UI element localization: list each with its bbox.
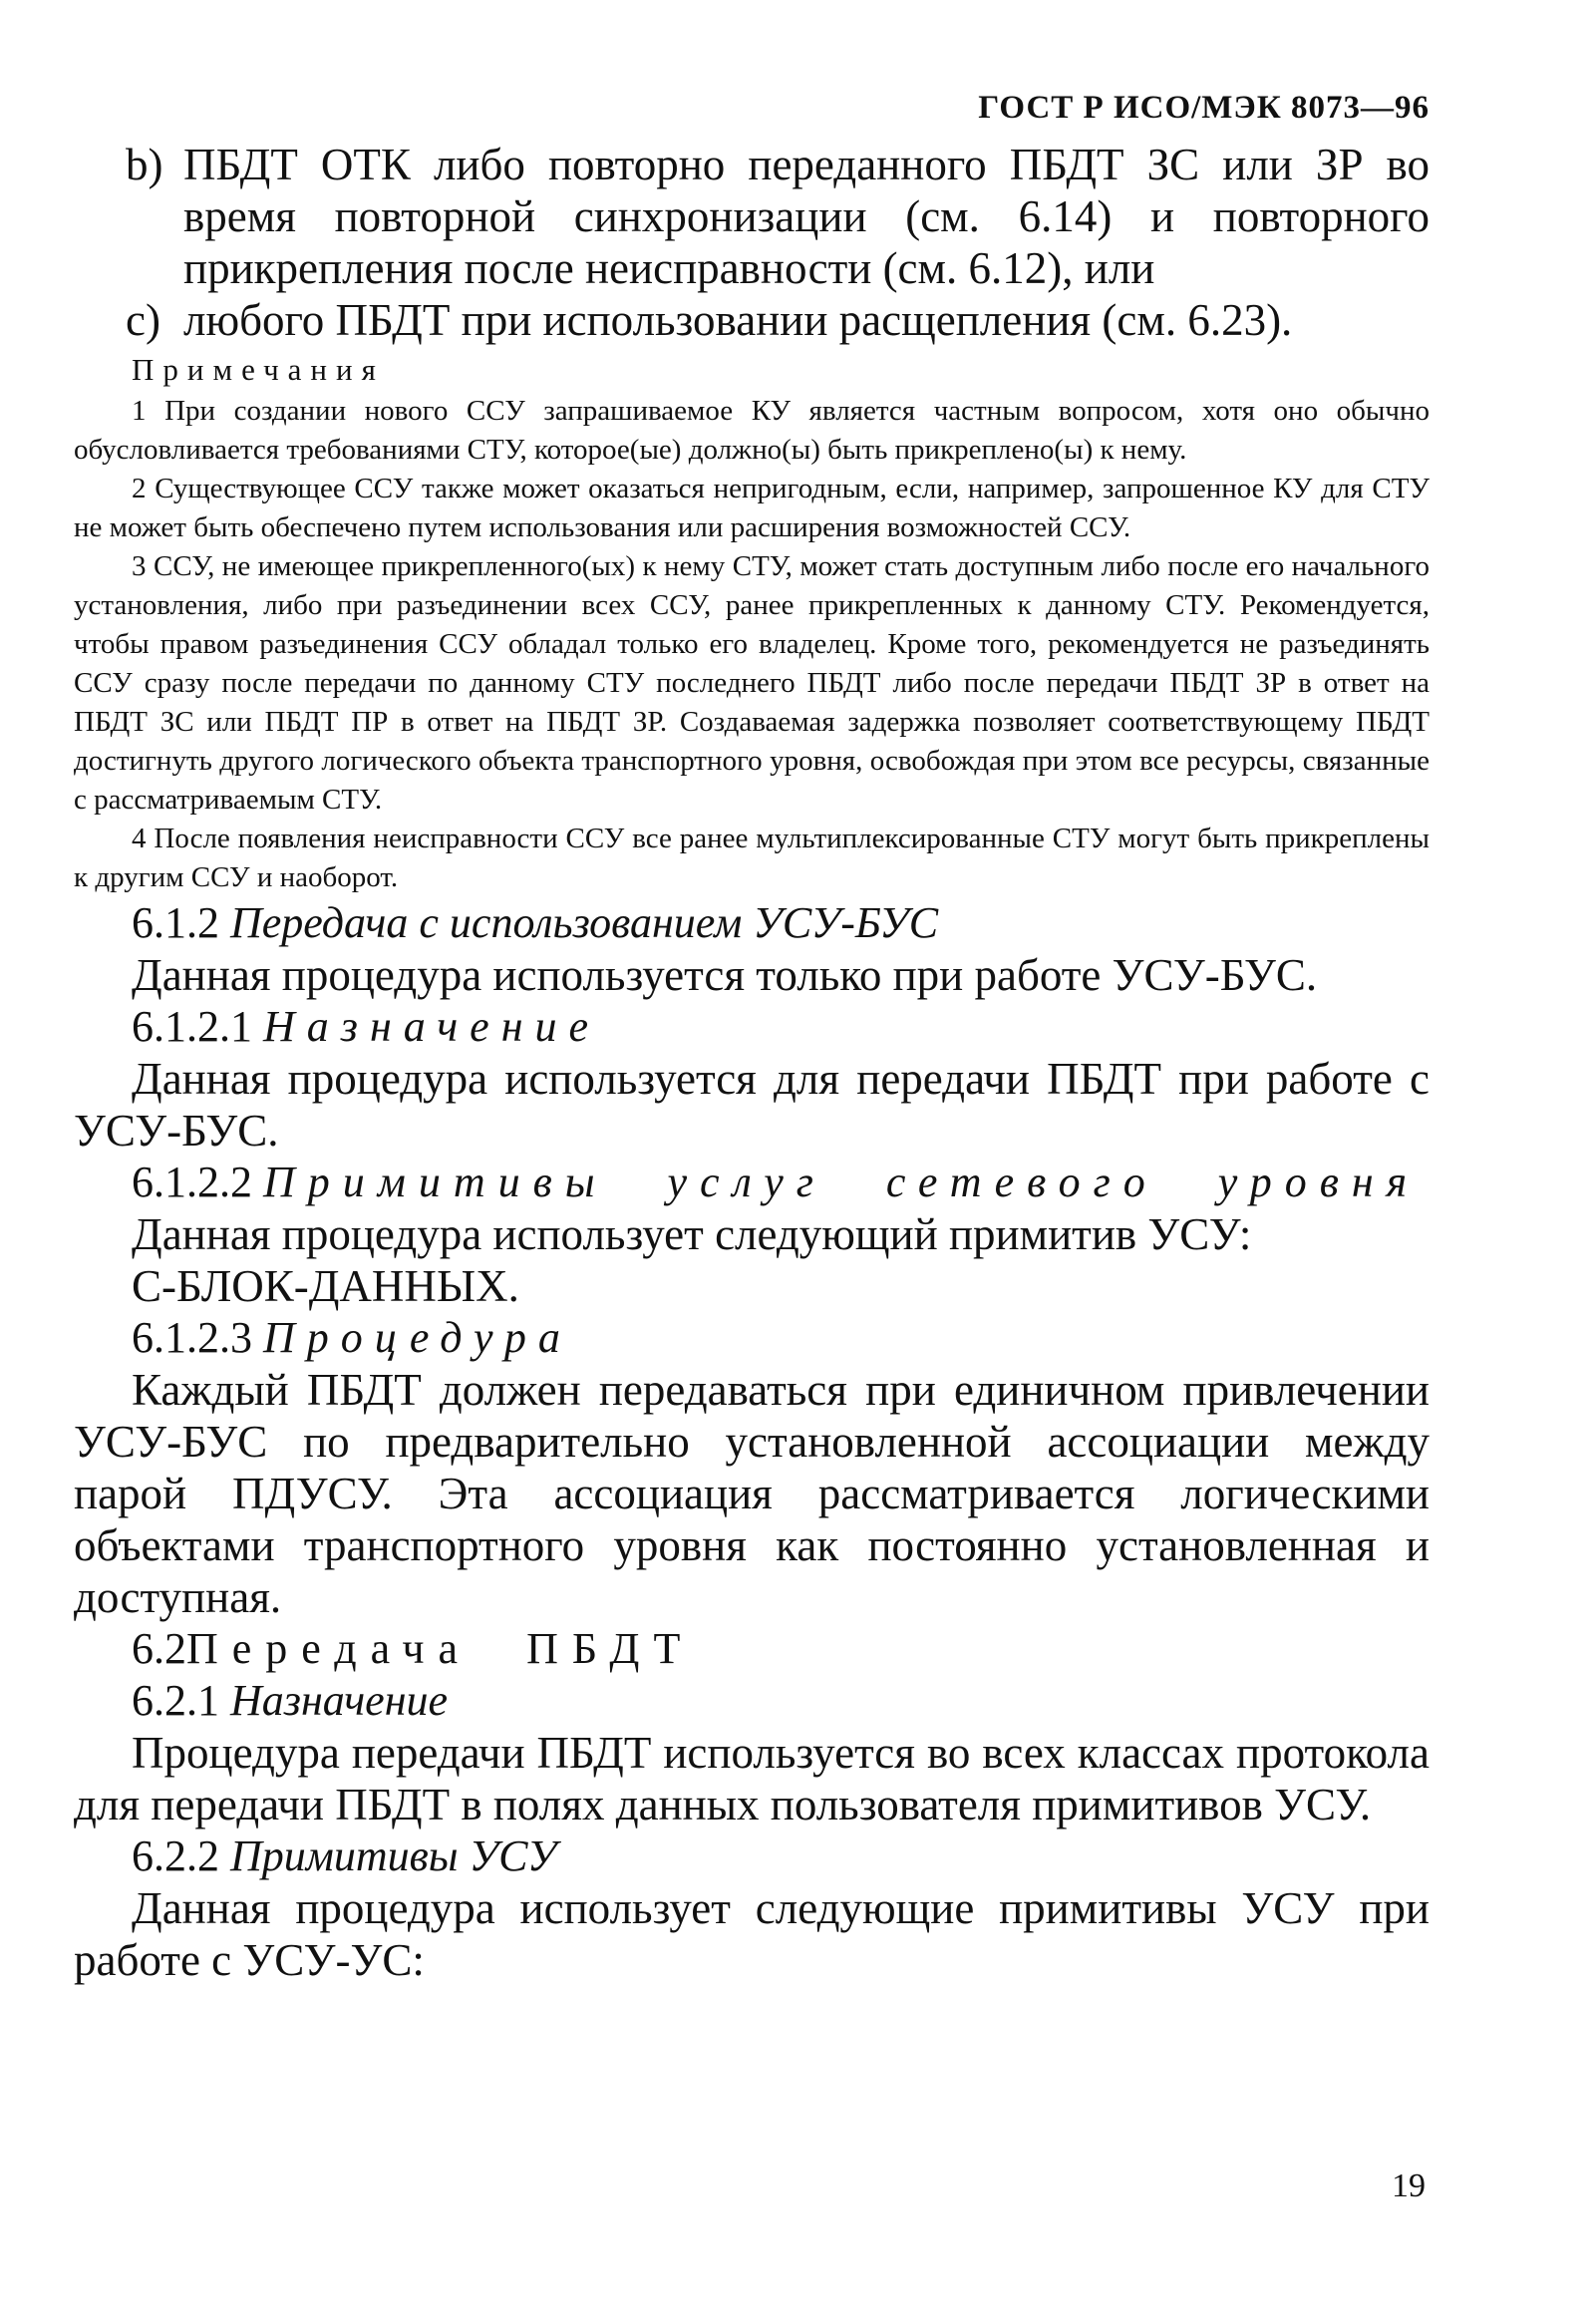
section-6-2-1-text: Процедура передачи ПБДТ используется во всех классах протокола для передачи ПБДТ в полях данных пользователя примитивов УСУ. (74, 1728, 1430, 1829)
section-number: 6.2.1 (132, 1676, 219, 1725)
primitive-name: С-БЛОК-ДАННЫХ. (132, 1261, 519, 1311)
list-item-text: любого ПБДТ при использовании расщепления (см. 6.23). (183, 295, 1293, 345)
section-number: 6.1.2.1 (132, 1002, 252, 1051)
list-marker: b) (126, 140, 163, 189)
section-6-2-2-text: Данная процедура использует следующие примитивы УСУ при работе с УСУ-УС: (74, 1883, 1430, 1985)
page-number: 19 (1392, 2167, 1426, 2204)
notes-heading: Примечания (132, 352, 385, 387)
section-number: 6.1.2.2 (132, 1158, 252, 1206)
section-number: 6.1.2.3 (132, 1313, 252, 1362)
section-6-1-2-heading (74, 897, 1430, 949)
section-6-1-2-1-heading (74, 1001, 1430, 1053)
section-6-1-2-1-text: Данная процедура используется для передачи ПБДТ при работе с УСУ-БУС. (74, 1054, 1430, 1156)
note-3: 3 ССУ, не имеющее прикрепленного(ых) к нему СТУ, может стать доступным либо после его начального установления, либо при разъединении всех ССУ, ранее прикрепленных к данному СТУ. Рекомендуется, чтобы правом разъединения ССУ обладал только его владелец. Кроме того, рекомендуется не разъединять ССУ сразу после передачи по данному СТУ последнего ПБДТ либо после передачи ПБДТ ЗР в ответ на ПБДТ ЗС или ПБДТ ПР в ответ на ПБДТ ЗР. Создаваемая задержка позволяет соответствующему ПБДТ достигнуть другого логического объекта транспортного уровня, освобождая при этом все ресурсы, связанные с рассматриваемым СТУ. (74, 550, 1430, 816)
section-title: Процедура (263, 1313, 572, 1362)
section-number: 6.1.2 (132, 898, 219, 947)
list-marker: c) (126, 295, 160, 345)
section-6-1-2-2-heading (74, 1157, 1430, 1208)
section-title: Примитивы УСУ (230, 1831, 557, 1880)
list-item-b (74, 139, 1430, 294)
section-number: 6.2.2 (132, 1831, 219, 1880)
list-item-c (74, 294, 1430, 346)
section-title: Передача ПБДТ (186, 1624, 695, 1673)
note-2: 2 Существующее ССУ также может оказаться непригодным, если, например, запрошенное КУ для СТУ не может быть обеспечено путем использования или расширения возможностей ССУ. (74, 473, 1430, 543)
section-6-2-heading (74, 1623, 1430, 1675)
section-6-2-2-heading (74, 1830, 1430, 1882)
section-title: Назначение (230, 1676, 449, 1725)
section-6-2-1-heading (74, 1675, 1430, 1727)
note-1: 1 При создании нового ССУ запрашиваемое КУ является частным вопросом, хотя оно обычно обусловливается требованиями СТУ, которое(ые) должно(ы) быть прикреплено(ы) к нему. (74, 395, 1430, 466)
section-number: 6.2 (132, 1624, 186, 1673)
section-6-1-2-2-text: Данная процедура использует следующий примитив УСУ: (132, 1209, 1252, 1259)
note-4: 4 После появления неисправности ССУ все ранее мультиплексированные СТУ могут быть прикреплены к другим ССУ и наоборот. (74, 823, 1430, 893)
section-6-1-2-3-heading (74, 1312, 1430, 1364)
section-6-1-2-text: Данная процедура используется только при работе УСУ-БУС. (132, 950, 1318, 1000)
document-header: ГОСТ Р ИСО/МЭК 8073—96 (978, 90, 1430, 126)
section-title: Примитивы услуг сетевого уровня (263, 1158, 1421, 1206)
section-title: Назначение (263, 1002, 601, 1051)
list-item-text: ПБДТ ОТК либо повторно переданного ПБДТ ЗС или ЗР во время повторной синхронизации (см. 6.14) и повторного прикрепления после неисправности (см. 6.12), или (183, 140, 1430, 293)
document-page (74, 90, 1430, 1986)
section-title: Передача с использованием УСУ-БУС (230, 898, 939, 947)
list-block (74, 139, 1430, 346)
section-6-1-2-3-text: Каждый ПБДТ должен передаваться при единичном привлечении УСУ-БУС по предварительно установленной ассоциации между парой ПДУСУ. Эта ассоциация рассматривается логическими объектами транспортного уровня как постоянно установленная и доступная. (74, 1365, 1430, 1622)
